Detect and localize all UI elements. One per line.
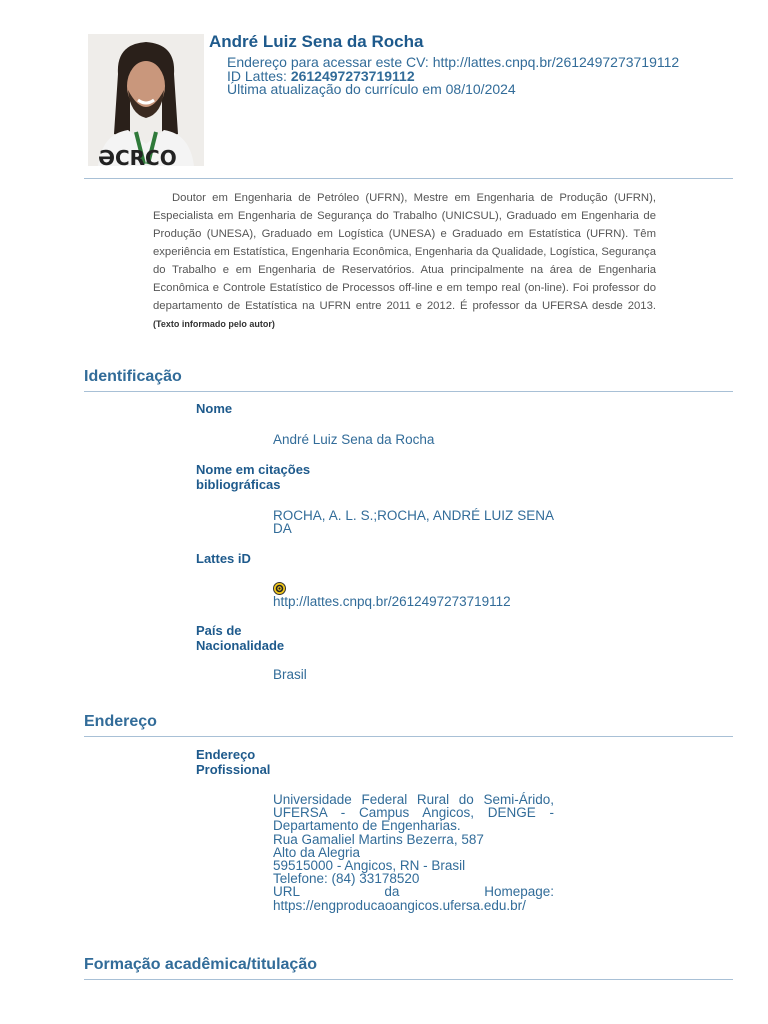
identificacao-divider <box>84 391 733 392</box>
profile-photo <box>88 34 204 166</box>
address-line: Alto da Alegria <box>273 844 361 860</box>
address-line: Universidade Federal Rural do Semi-Árido, <box>273 792 554 807</box>
summary-text: Doutor em Engenharia de Petróleo (UFRN), Mestre em Engenharia de Produção (UFRN), Especialista em Engenharia de Segurança do Trabalho (UNICSUL), Graduado em Engenharia de Produção (UNESA), Graduado em Logística (UNESA) e Graduado em Estatística (UFRN). Têm experiência em Estatística, Engenharia Econômica, Engenharia da Qualidade, Logística, Segurança do Trabalho e em Engenharia de Reservatórios. Atua principalmente na área de Engenharia Econômica e Controle Estatístico de Processos off-line e em tempo real (on-line). Foi professor do departamento de Estatística na UFRN entre 2011 e 2012. É professor da UFERSA desde 2013. (Texto informado pelo autor) <box>153 192 656 329</box>
phone-line: Telefone: (84) 33178520 <box>273 871 420 887</box>
homepage-label: URL da Homepage: <box>273 884 554 900</box>
address-line: 59515000 - Angicos, RN - Brasil <box>273 858 466 874</box>
endereco-value <box>273 793 554 912</box>
lattes-id-value: 2612497273719112 <box>290 67 415 84</box>
endereco-label: Endereço Profissional <box>196 747 271 777</box>
lattes-logo-icon <box>273 582 286 595</box>
summary-note: (Texto informado pelo autor) <box>153 319 275 329</box>
section-formacao: Formação acadêmica/titulação <box>84 956 317 973</box>
address-line: Rua Gamaliel Martins Bezerra, 587 <box>273 831 484 847</box>
citacoes-label: Nome em citações bibliográficas <box>196 462 311 492</box>
last-update: Última atualização do currículo em 08/10/2024 <box>227 81 516 97</box>
pais-value: Brasil <box>273 667 307 682</box>
address-line: Departamento de Engenharias. <box>273 818 461 834</box>
lattes-id-label: ID Lattes: <box>227 67 291 84</box>
nome-label: Nome <box>196 401 233 416</box>
homepage-link[interactable]: https://engproducaoangicos.ufersa.edu.br/ <box>273 897 526 913</box>
address-line: UFERSA - Campus Angicos, DENGE - <box>273 805 554 821</box>
header-divider <box>84 178 733 179</box>
citacoes-value: ROCHA, A. L. S.;ROCHA, ANDRÉ LUIZ SENA DA <box>273 508 554 537</box>
pais-label: País de Nacionalidade <box>196 623 285 653</box>
cv-owner-name: André Luiz Sena da Rocha <box>209 32 424 51</box>
svg-text:ƏCRCO: ƏCRCO <box>98 146 177 166</box>
lattes-id-link[interactable]: http://lattes.cnpq.br/2612497273719112 <box>273 594 511 610</box>
nome-value: André Luiz Sena da Rocha <box>273 432 435 447</box>
section-endereco: Endereço <box>84 713 157 730</box>
endereco-divider <box>84 736 733 737</box>
lattes-id-label-field: Lattes iD <box>196 551 251 566</box>
cv-info-block <box>227 56 679 97</box>
section-identificacao: Identificação <box>84 368 182 385</box>
cv-header <box>88 32 733 166</box>
lattes-id-field <box>273 582 554 608</box>
cv-address[interactable]: Endereço para acessar este CV: http://lattes.cnpq.br/2612497273719112 <box>227 54 680 70</box>
formacao-divider <box>84 979 733 980</box>
